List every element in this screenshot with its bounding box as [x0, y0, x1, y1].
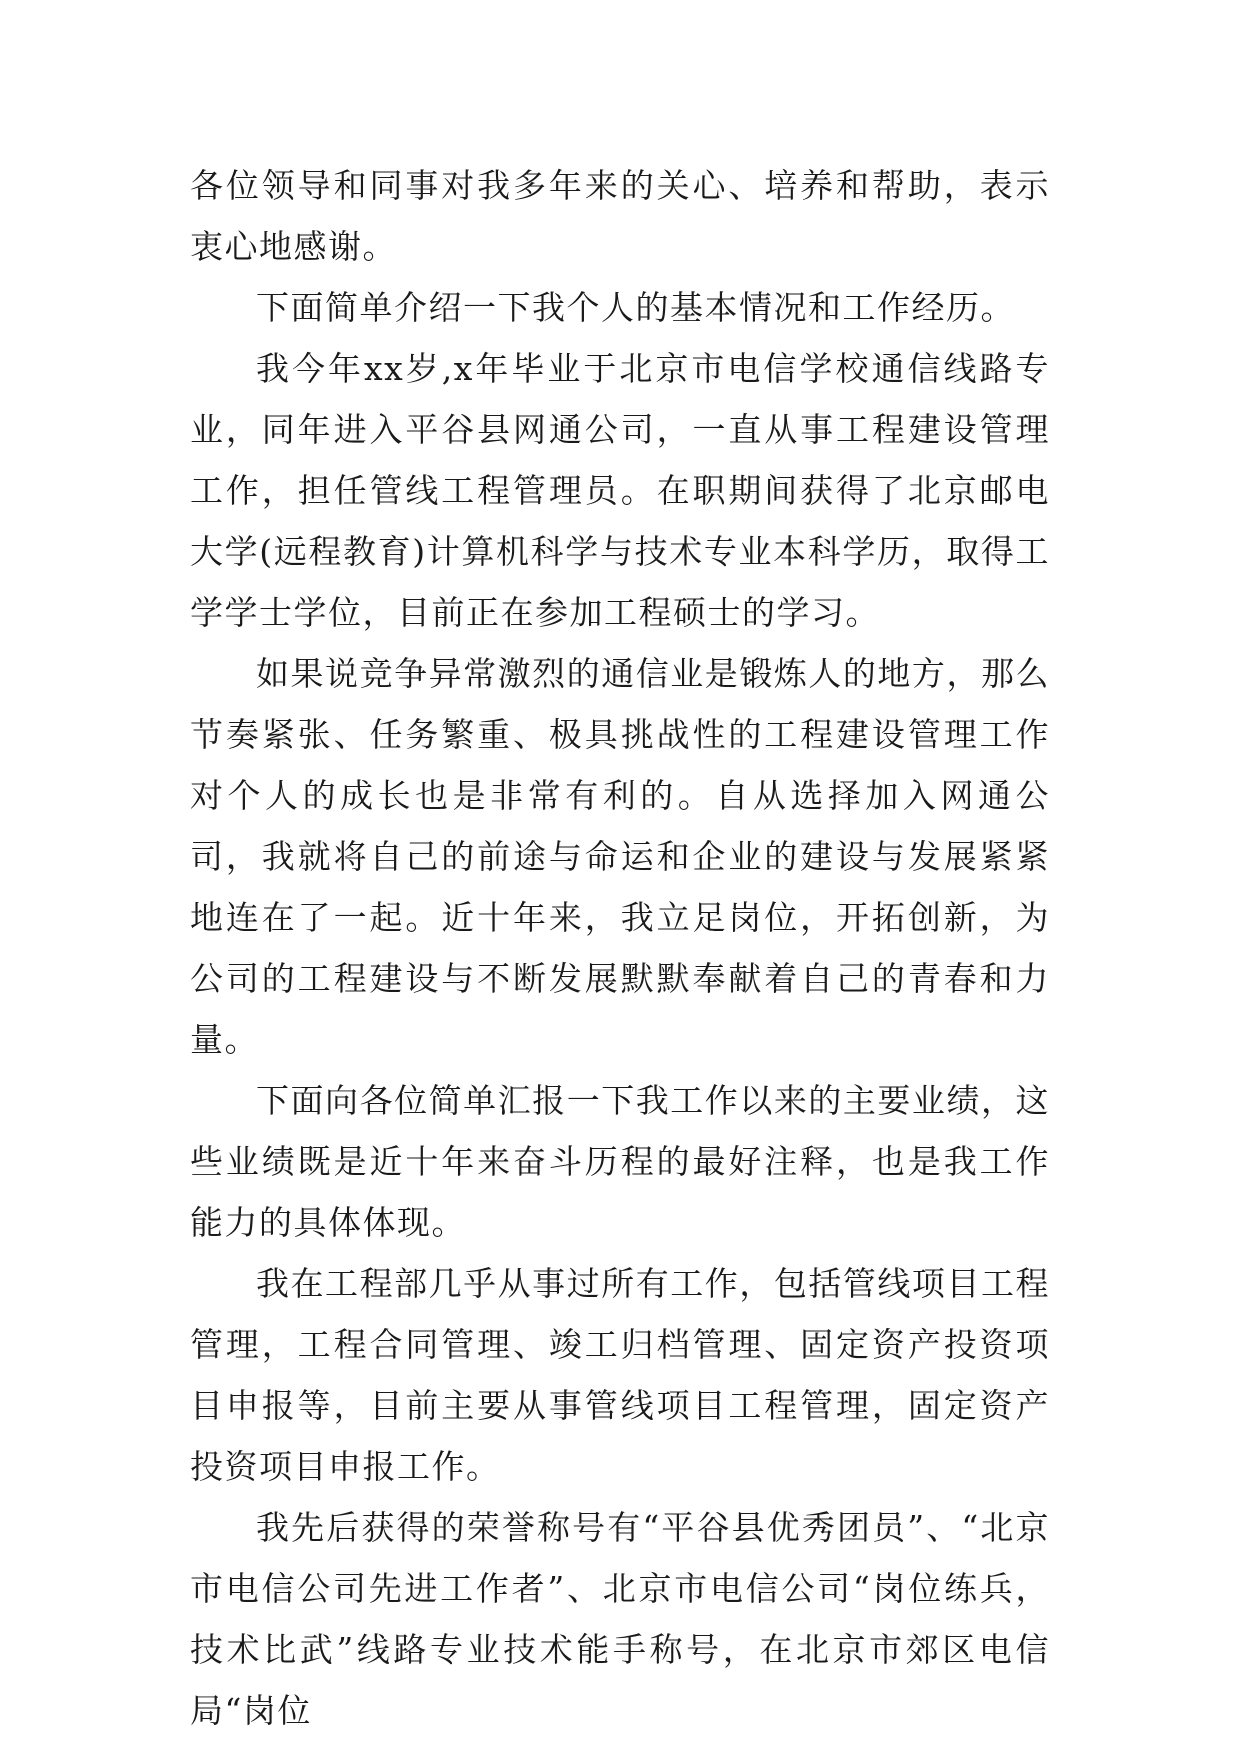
paragraph-achievements-intro: 下面向各位简单汇报一下我工作以来的主要业绩，这些业绩既是近十年来奋斗历程的最好注释，也是我工作能力的具体体现。: [190, 1081, 1050, 1242]
paragraph-career: 如果说竞争异常激烈的通信业是锻炼人的地方，那么节奏紧张、任务繁重、极具挑战性的工程建设管理工作对个人的成长也是非常有利的。自从选择加入网通公司，我就将自己的前途与命运和企业的建设与发展紧紧地连在了一起。近十年来，我立足岗位，开拓创新，为公司的工程建设与不断发展默默奉献着自己的青春和力量。: [190, 654, 1050, 1059]
paragraph-thanks: 各位领导和同事对我多年来的关心、培养和帮助，表示衷心地感谢。: [190, 166, 1050, 266]
paragraph-intro: 下面简单介绍一下我个人的基本情况和工作经历。: [256, 288, 1015, 327]
paragraph-work-scope: 我在工程部几乎从事过所有工作，包括管线项目工程管理，工程合同管理、竣工归档管理、固定资产投资项目申报等，目前主要从事管线项目工程管理，固定资产投资项目申报工作。: [190, 1264, 1050, 1486]
paragraph-background: 我今年xx岁,x年毕业于北京市电信学校通信线路专业，同年进入平谷县网通公司，一直从事工程建设管理工作，担任管线工程管理员。在职期间获得了北京邮电大学(远程教育)计算机科学与技术专业本科学历，取得工学学士学位，目前正在参加工程硕士的学习。: [190, 349, 1050, 632]
paragraph-honors: 我先后获得的荣誉称号有“平谷县优秀团员”、“北京市电信公司先进工作者”、北京市电信公司“岗位练兵，技术比武”线路专业技术能手称号，在北京市郊区电信局“岗位: [190, 1508, 1050, 1730]
document-page: [190, 155, 1050, 1741]
